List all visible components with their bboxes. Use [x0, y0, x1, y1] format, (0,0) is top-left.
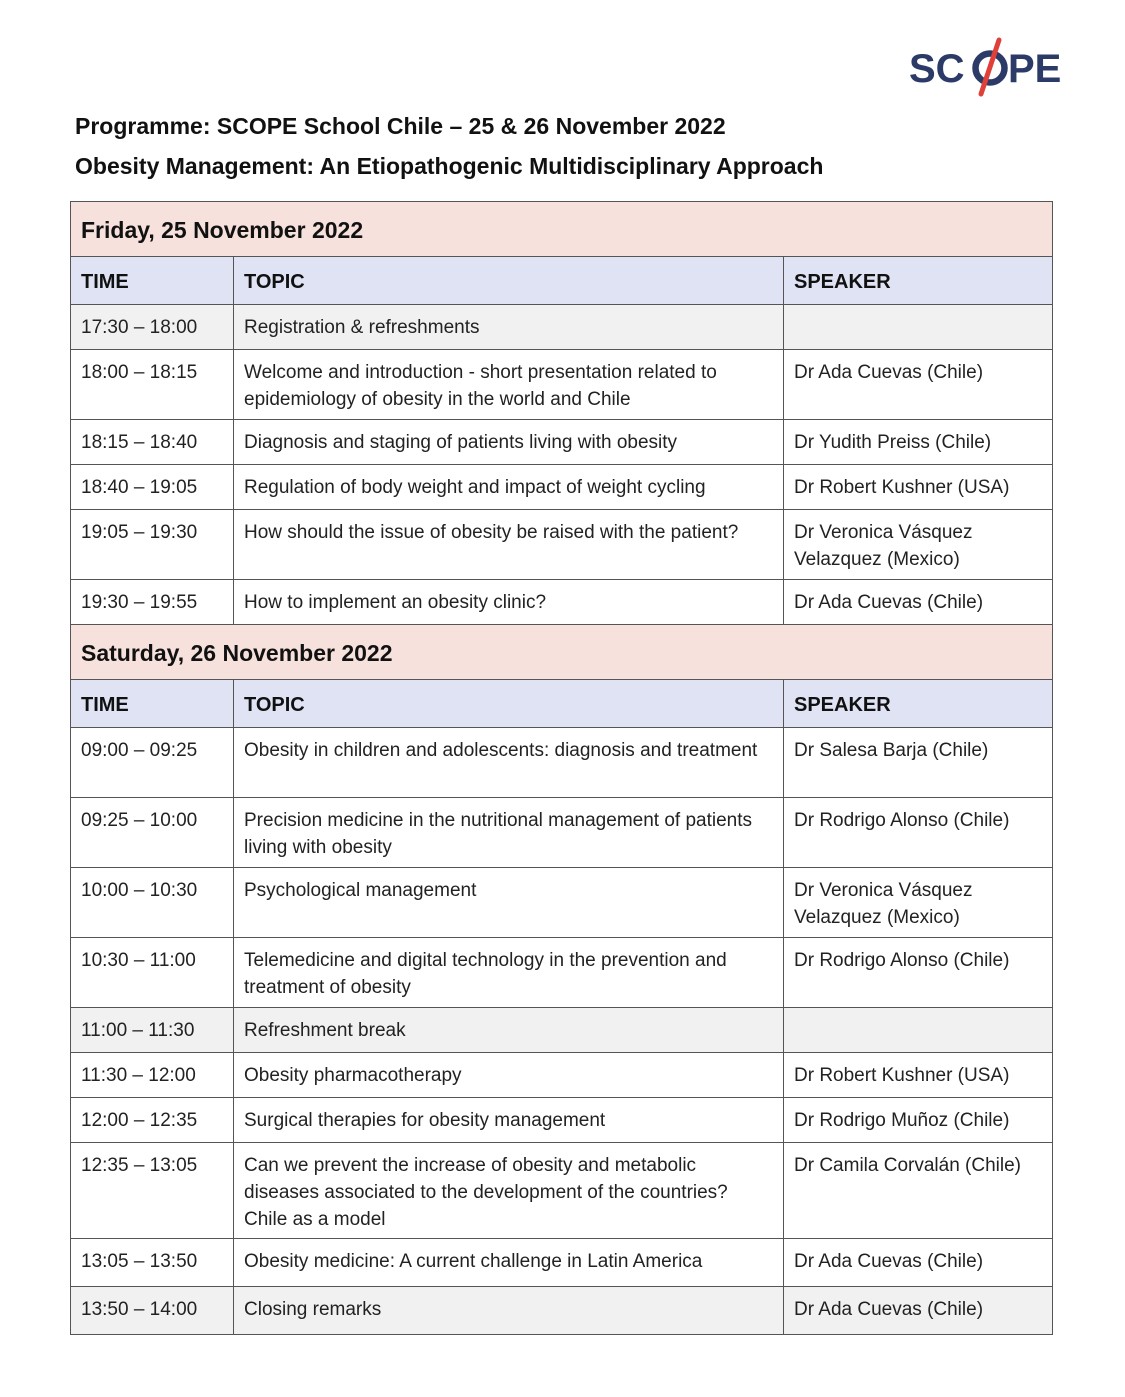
session-row	[71, 305, 1053, 350]
day-header-friday	[71, 202, 1053, 257]
column-header-speaker: SPEAKER	[784, 680, 1053, 728]
session-time: 11:30 – 12:00	[71, 1053, 234, 1098]
session-speaker	[784, 305, 1053, 350]
session-topic: Psychological management	[234, 868, 784, 938]
session-row	[71, 1053, 1053, 1098]
schedule-table	[70, 201, 1053, 1335]
session-topic: Telemedicine and digital technology in the prevention and treatment of obesity	[234, 938, 784, 1008]
session-topic: Registration & refreshments	[234, 305, 784, 350]
session-time: 13:50 – 14:00	[71, 1287, 234, 1335]
session-topic: Obesity pharmacotherapy	[234, 1053, 784, 1098]
logo-slash	[981, 40, 999, 94]
session-speaker	[784, 1008, 1053, 1053]
session-time: 18:40 – 19:05	[71, 465, 234, 510]
session-topic: Surgical therapies for obesity management	[234, 1098, 784, 1143]
session-row	[71, 798, 1053, 868]
session-time: 11:00 – 11:30	[71, 1008, 234, 1053]
session-row	[71, 465, 1053, 510]
column-header-time: TIME	[71, 680, 234, 728]
session-speaker: Dr Veronica Vásquez Velazquez (Mexico)	[784, 868, 1053, 938]
session-row	[71, 350, 1053, 420]
session-time: 09:25 – 10:00	[71, 798, 234, 868]
session-row	[71, 510, 1053, 580]
session-row	[71, 1287, 1053, 1335]
session-topic: Regulation of body weight and impact of weight cycling	[234, 465, 784, 510]
session-row	[71, 580, 1053, 625]
session-row	[71, 868, 1053, 938]
programme-subtitle: Obesity Management: An Etiopathogenic Multidisciplinary Approach	[75, 153, 824, 179]
session-speaker: Dr Camila Corvalán (Chile)	[784, 1143, 1053, 1239]
session-speaker: Dr Ada Cuevas (Chile)	[784, 350, 1053, 420]
session-time: 19:05 – 19:30	[71, 510, 234, 580]
session-speaker: Dr Rodrigo Alonso (Chile)	[784, 798, 1053, 868]
session-time: 13:05 – 13:50	[71, 1239, 234, 1287]
session-row	[71, 938, 1053, 1008]
session-row	[71, 1239, 1053, 1287]
session-time: 10:00 – 10:30	[71, 868, 234, 938]
logo-text-pe: PE	[1008, 47, 1062, 91]
session-speaker: Dr Veronica Vásquez Velazquez (Mexico)	[784, 510, 1053, 580]
session-topic: How to implement an obesity clinic?	[234, 580, 784, 625]
scope-logo	[905, 40, 1062, 98]
session-row	[71, 1143, 1053, 1239]
session-time: 19:30 – 19:55	[71, 580, 234, 625]
session-speaker: Dr Ada Cuevas (Chile)	[784, 1287, 1053, 1335]
session-topic: Can we prevent the increase of obesity and metabolic diseases associated to the development of the countries? Chile as a model	[234, 1143, 784, 1239]
session-topic: Diagnosis and staging of patients living with obesity	[234, 420, 784, 465]
day-title: Friday, 25 November 2022	[71, 202, 1053, 257]
session-speaker: Dr Yudith Preiss (Chile)	[784, 420, 1053, 465]
session-row	[71, 1098, 1053, 1143]
column-header-speaker: SPEAKER	[784, 257, 1053, 305]
column-header-row	[71, 680, 1053, 728]
column-header-time: TIME	[71, 257, 234, 305]
session-speaker: Dr Rodrigo Muñoz (Chile)	[784, 1098, 1053, 1143]
session-time: 18:15 – 18:40	[71, 420, 234, 465]
programme-heading	[75, 112, 1055, 192]
session-row	[71, 420, 1053, 465]
day-header-saturday	[71, 625, 1053, 680]
session-speaker: Dr Robert Kushner (USA)	[784, 465, 1053, 510]
session-speaker: Dr Ada Cuevas (Chile)	[784, 1239, 1053, 1287]
day-title: Saturday, 26 November 2022	[71, 625, 1053, 680]
session-time: 17:30 – 18:00	[71, 305, 234, 350]
column-header-topic: TOPIC	[234, 680, 784, 728]
scope-logo-graphic	[905, 40, 1062, 98]
column-header-topic: TOPIC	[234, 257, 784, 305]
session-time: 12:00 – 12:35	[71, 1098, 234, 1143]
session-topic: Obesity in children and adolescents: diagnosis and treatment	[234, 728, 784, 798]
session-topic: Refreshment break	[234, 1008, 784, 1053]
session-topic: Precision medicine in the nutritional management of patients living with obesity	[234, 798, 784, 868]
session-row	[71, 1008, 1053, 1053]
session-time: 18:00 – 18:15	[71, 350, 234, 420]
session-time: 12:35 – 13:05	[71, 1143, 234, 1239]
session-speaker: Dr Ada Cuevas (Chile)	[784, 580, 1053, 625]
session-topic: Closing remarks	[234, 1287, 784, 1335]
session-time: 09:00 – 09:25	[71, 728, 234, 798]
session-topic: How should the issue of obesity be raised with the patient?	[234, 510, 784, 580]
session-speaker: Dr Salesa Barja (Chile)	[784, 728, 1053, 798]
session-speaker: Dr Robert Kushner (USA)	[784, 1053, 1053, 1098]
session-row	[71, 728, 1053, 798]
session-speaker: Dr Rodrigo Alonso (Chile)	[784, 938, 1053, 1008]
logo-text-sc: SC	[909, 47, 965, 91]
programme-title: Programme: SCOPE School Chile – 25 & 26 November 2022	[75, 113, 726, 139]
session-topic: Welcome and introduction - short presentation related to epidemiology of obesity in the world and Chile	[234, 350, 784, 420]
session-time: 10:30 – 11:00	[71, 938, 234, 1008]
session-topic: Obesity medicine: A current challenge in Latin America	[234, 1239, 784, 1287]
column-header-row	[71, 257, 1053, 305]
